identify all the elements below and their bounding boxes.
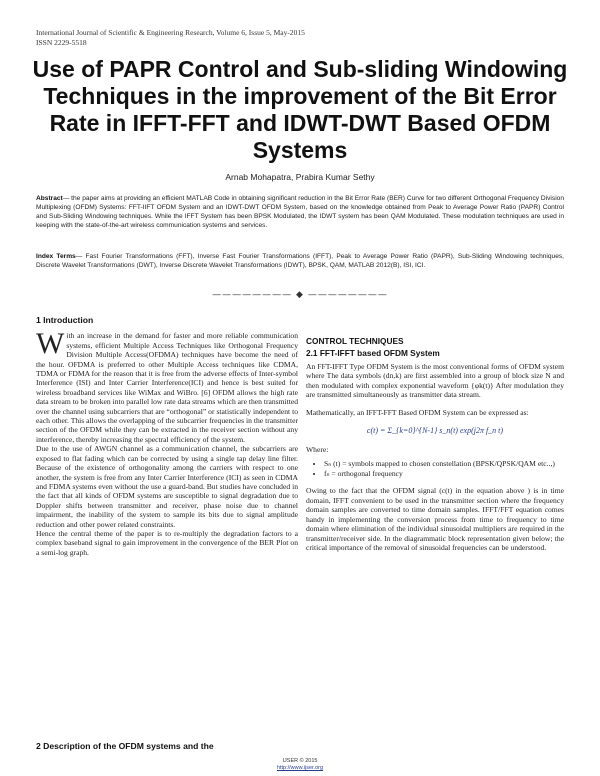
fft-paragraph-2: Mathematically, an IFFT-FFT Based OFDM System can be expressed as: [306, 408, 529, 418]
intro-paragraph-3: Hence the central theme of the paper is to re-multiply the degradation factors to a complex baseband signal to gain improvement in the convergence of the BER Plot on a semi-log graph. [36, 528, 298, 557]
list-item: • fₙ = orthogonal frequency [324, 469, 564, 478]
section-heading-control-techniques: CONTROL TECHNIQUES [306, 336, 404, 346]
authors: Arnab Mohapatra, Prabira Kumar Sethy [225, 172, 375, 182]
issn: ISSN 2229-5518 [36, 37, 87, 47]
abstract-text: — the paper aims at providing an efficient MATLAB Code in obtaining significant reduction in the Bit Error Rate (BER) Curve for two different Orthogonal Frequency Division Multiplexing (OFDM) Systems: FFT-IIFT OFDM System and an IDWT-DWT OFDM System, based on the knowledge obtained from Peak to Average Power Ratio (PAPR) Control and Sub-Sliding Windowing techniques. While the IFFT System has been BPSK Modulated, the IDWT system has been QAM Modulated. These modulation techniques are used in keeping with the state-of-the-art wireless communication systems and services. [36, 195, 564, 229]
section-heading-2: 2 Description of the OFDM systems and the [36, 741, 214, 751]
intro-paragraph-1-text: ith an increase in the demand for faster and more reliable communication systems, efficient Multiple Access Techniques like Orthogonal Frequency Division Multiple Access(OFDMA) techniques have become the need of the hour. OFDMA is preferred to other Multiple Access techniques like CDMA, TDMA or FDMA for the reason that it is free from the adverse effects of Inter-symbol Interference (ISI) and Inter Carrier Interference(ICI) and hence is best suited for wireless broadband services like WiMax and WiBro. [6] OFDM allows the high rate data stream to be broken into parallel low rate data streams which are then transmitted over the channel using subcarriers that are “orthogonal” or statistically independent to each other. This allows the overlapping of the subcarrier frequencies in the transmitter section of the OFDM while they can be extracted in the receiver section without any interference, thereby increasing the spectral efficiency of the system. [36, 331, 298, 444]
right-column [306, 337, 564, 552]
journal-header [36, 28, 305, 47]
index-terms-text: — Fast Fourier Transformations (FFT), Inverse Fast Fourier Transformations (IFFT), Peak to Average Power Ratio (PAPR), Sub-Sliding Windowing techniques, Discrete Wavelet Transformations (DWT), Inverse Discrete Wavelet Transformations (IDWT), BPSK, QAM, MATLAB 2012(B), ISI, ICI. [36, 253, 564, 269]
section-heading-2-1: 2.1 FFT-IFFT based OFDM System [306, 348, 440, 359]
section-heading-introduction: 1 Introduction [36, 315, 94, 325]
left-column [36, 316, 298, 557]
index-terms-label: Index Terms [36, 253, 76, 260]
paper-title: Use of PAPR Control and Sub-sliding Windowing Techniques in the improvement of the Bit Error Rate in IFFT-FFT and IDWT-DWT Based OFDM Systems [32, 56, 568, 163]
ofdm-equation: c(t) = Σ_{k=0}^{N-1} s_n(t) exp(j2π f_n t) [366, 425, 504, 435]
list-item: • Sₙ (t) = symbols mapped to chosen constellation (BPSK/QPSK/QAM etc..,) [324, 459, 564, 468]
intro-paragraph-2: Due to the use of AWGN channel as a communication channel, the subcarriers are exposed to flat fading which can be corrected by using a single tap delay line filter. Because of the existence of orthogonality among the carriers with respect to one another, the system is free from any Inter Carrier Interference (ICI) as seen in CDMA and FDMA systems even without the use a guard-band. But studies have concluded in the fact that all kinds of OFDM systems are susceptible to signal degradation due to Doppler shifts between transmitter and receiver, phase noise due to channel impairment, the inability of the system to sample its bits due to signal amplitude reduction and other power related constraints. [36, 444, 298, 529]
intro-paragraph-1 [36, 327, 298, 444]
where-label: Where: [306, 445, 329, 455]
abstract-label: Abstract [36, 195, 63, 202]
fft-paragraph-3: Owing to the fact that the OFDM signal (c(t) in the equation above ) is in time domain, IFFT convenient to be used in the transmitter section where the frequency domain samples are converted to time domain samples. IFFT/FFT equation comes handy in implementing the conversion process from time to frequency to time domain where elimination of the individual sinusoidal multipliers are required in the transmitter/receiver side. In the diagrammatic block representation given below; the critical importance of the removal of sinusoidal frequencies can be understood. [306, 486, 564, 552]
journal-name: International Journal of Scientific & Engineering Research, Volume 6, Issue 5, May-2015 [36, 28, 305, 37]
symbol-definitions [324, 459, 564, 479]
section-separator: ———————— ◆ ———————— [212, 290, 388, 300]
abstract [36, 194, 564, 230]
drop-cap: W [36, 327, 65, 361]
fft-paragraph-1: An FFT-IFFT Type OFDM System is the most conventional forms of OFDM system where The data symbols (dn,k) are first assembled into a group of block size N and then modulated with complex exponential waveform {φk(t)} After modulation they are transmitted simultaneously as transmitter data stream. [306, 361, 564, 400]
page-footer [0, 758, 600, 772]
index-terms [36, 252, 564, 270]
copyright: IJSER © 2015 [282, 758, 318, 764]
journal-url[interactable]: http://www.ijser.org [276, 765, 324, 771]
